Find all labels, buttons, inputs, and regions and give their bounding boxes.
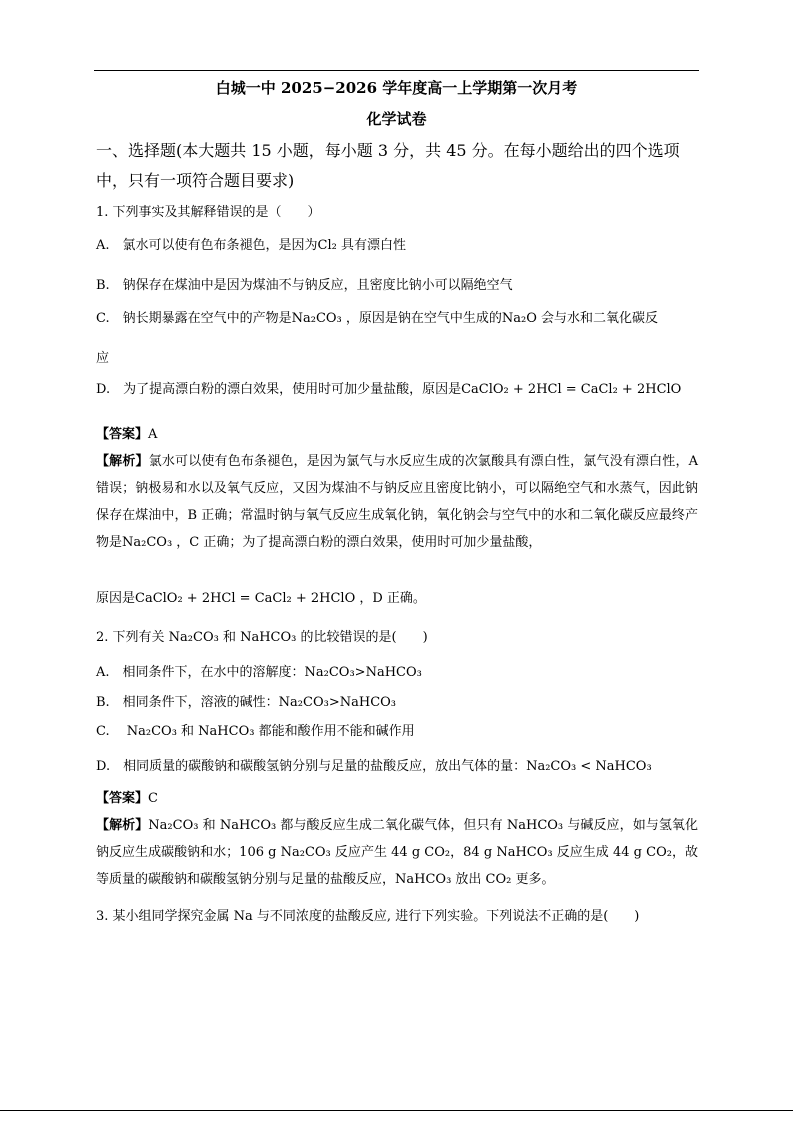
- q2-analysis: [96, 812, 698, 893]
- q3-stem: 3. 某小组同学探究金属 Na 与不同浓度的盐酸反应, 进行下列实验。下列说法不正确的是( ): [96, 909, 640, 924]
- section-heading: 一、选择题(本大题共 15 小题，每小题 3 分，共 45 分。在每小题给出的四个选项中，只有一项符合题目要求): [96, 141, 680, 190]
- q1-option-d: D. 为了提高漂白粉的漂白效果，使用时可加少量盐酸，原因是CaClO₂ + 2HCl = CaCl₂ + 2HClO: [96, 382, 682, 397]
- q2-option-a: A. 相同条件下，在水中的溶解度：Na₂CO₃>NaHCO₃: [96, 665, 422, 680]
- q1-analysis-end: 原因是CaClO₂ + 2HCl = CaCl₂ + 2HClO ，D 正确。: [96, 591, 426, 606]
- q1-option-c-line2: 应: [96, 351, 110, 366]
- q2-answer: [96, 789, 158, 809]
- q1-answer-label: 【答案】: [96, 427, 149, 442]
- q1-analysis-text: 氯水可以使有色布条褪色，是因为氯气与水反应生成的次氯酸具有漂白性，氯气没有漂白性，A 错误；钠极易和水以及氧气反应，又因为煤油不与钠反应且密度比钠小，可以隔绝空气和水蒸气，因此钠保存在煤油中，B 正确；常温时钠与氧气反应生成氧化钠，氧化钠会与空气中的水和二氧化碳反应最终产物是Na₂CO₃ ，C 正确；为了提高漂白粉的漂白效果，使用时可加少量盐酸，: [96, 454, 698, 550]
- q1-option-a: A. 氯水可以使有色布条褪色，是因为Cl₂ 具有漂白性: [96, 238, 406, 253]
- q1-option-b: B. 钠保存在煤油中是因为煤油不与钠反应，且密度比钠小可以隔绝空气: [96, 278, 513, 293]
- q1-stem: 1. 下列事实及其解释错误的是（ ）: [96, 205, 321, 220]
- q1-answer-value: A: [148, 427, 158, 442]
- exam-title: 白城一中 2025−2026 学年度高一上学期第一次月考: [215, 79, 578, 97]
- q2-analysis-text: Na₂CO₃ 和 NaHCO₃ 都与酸反应生成二氧化碳气体，但只有 NaHCO₃ 与碱反应，如与氢氧化钠反应生成碳酸钠和水；106 g Na₂CO₃ 反应产生 44 g CO₂，84 g NaHCO₃ 反应生成 44 g CO₂，故等质量的碳酸钠和碳酸氢钠分别与足量的盐酸反应，NaHCO₃ 放出 CO₂ 更多。: [96, 818, 698, 887]
- q2-answer-label: 【答案】: [96, 791, 149, 806]
- q2-stem: 2. 下列有关 Na₂CO₃ 和 NaHCO₃ 的比较错误的是( ): [96, 630, 428, 645]
- q2-answer-value: C: [148, 791, 158, 806]
- q1-answer: [96, 425, 157, 445]
- exam-subtitle: 化学试卷: [366, 110, 427, 128]
- q2-option-d: D. 相同质量的碳酸钠和碳酸氢钠分别与足量的盐酸反应，放出气体的量：Na₂CO₃ < NaHCO₃: [96, 759, 652, 774]
- header-rule: [94, 70, 699, 71]
- q1-analysis-label: 【解析】: [96, 454, 149, 469]
- q1-analysis: [96, 448, 698, 556]
- q1-option-c-line1: C. 钠长期暴露在空气中的产物是Na₂CO₃ ，原因是钠在空气中生成的Na₂O 会与水和二氧化碳反: [96, 311, 659, 326]
- q2-analysis-label: 【解析】: [96, 818, 149, 833]
- footer-rule: [0, 1110, 793, 1111]
- q2-option-b: B. 相同条件下，溶液的碱性：Na₂CO₃>NaHCO₃: [96, 695, 397, 710]
- q2-option-c: C. Na₂CO₃ 和 NaHCO₃ 都能和酸作用不能和碱作用: [96, 724, 415, 739]
